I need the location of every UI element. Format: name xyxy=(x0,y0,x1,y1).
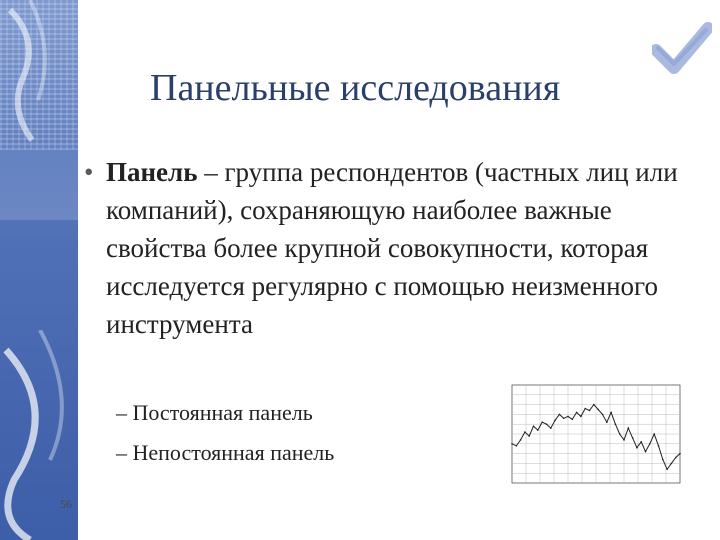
chart-point xyxy=(653,433,655,435)
chart-point xyxy=(671,463,673,465)
chart-point xyxy=(645,451,647,453)
bullet-point xyxy=(84,153,714,343)
sub-point-permanent-panel: – Постоянная панель xyxy=(116,400,313,425)
chart-point xyxy=(610,412,612,414)
sub-point-list xyxy=(116,393,476,473)
bullet-text xyxy=(106,153,714,343)
chart-point xyxy=(533,425,535,427)
chart-point xyxy=(563,418,565,420)
chart-point xyxy=(606,421,608,423)
chart-point xyxy=(511,443,513,445)
chart-point xyxy=(640,441,642,443)
chart-point xyxy=(589,410,591,412)
sub-point-non-permanent-panel: – Непостоянная панель xyxy=(116,440,335,465)
chart-point xyxy=(619,433,621,435)
chart-point xyxy=(572,419,574,421)
chart-point xyxy=(541,421,543,423)
chart-point xyxy=(658,445,660,447)
sidebar-fade xyxy=(0,140,78,220)
page-number: 56 xyxy=(60,497,72,511)
slide-title: Панельные исследования xyxy=(150,67,561,109)
chart-point xyxy=(675,457,677,459)
chart-point xyxy=(628,427,630,429)
chart-point xyxy=(550,427,552,429)
chart-point xyxy=(666,469,668,471)
chart-point xyxy=(632,437,634,439)
bullet-symbol: • xyxy=(84,157,94,187)
sidebar-decoration xyxy=(0,0,78,540)
term-panel: Панель xyxy=(106,157,198,187)
chart-point xyxy=(567,416,569,418)
chart-point xyxy=(597,409,599,411)
chart-point xyxy=(649,443,651,445)
chart-point xyxy=(537,429,539,431)
chart-point xyxy=(520,439,522,441)
chart-point xyxy=(679,453,681,455)
chart-point xyxy=(602,414,604,416)
chart-point xyxy=(593,404,595,406)
chart-point xyxy=(662,459,664,461)
chart-point xyxy=(546,423,548,425)
check-mark-icon xyxy=(652,22,712,74)
chart-point xyxy=(528,435,530,437)
main-content xyxy=(84,153,714,343)
chart-point xyxy=(554,420,556,422)
chart-point xyxy=(576,412,578,414)
definition-text: – группа респондентов (частных лиц или компаний), сохраняющую наиболее важные свойства более крупной совокупности, которая исследуется регулярно с помощью неизменного инструмента xyxy=(106,157,678,339)
chart-point xyxy=(524,431,526,433)
chart-point xyxy=(623,439,625,441)
panel-chart xyxy=(494,381,684,499)
sidebar-swirl-top xyxy=(0,0,78,150)
chart-point xyxy=(615,423,617,425)
chart-point xyxy=(580,416,582,418)
chart-point xyxy=(636,447,638,449)
chart-point xyxy=(516,445,518,447)
chart-point xyxy=(559,414,561,416)
chart-point xyxy=(584,408,586,410)
